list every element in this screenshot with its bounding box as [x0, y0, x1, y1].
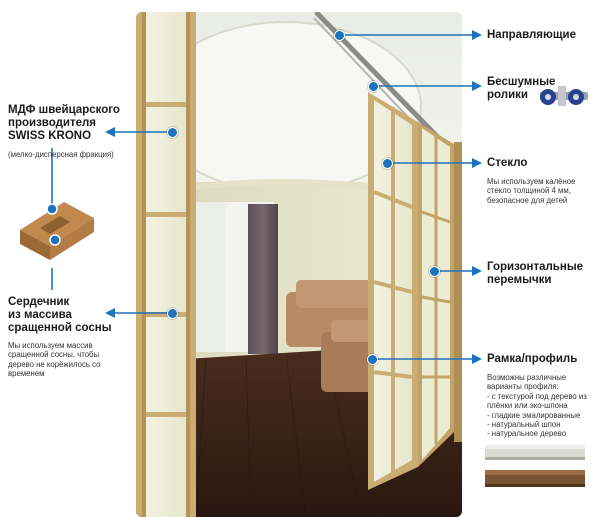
dot-napravlyayushchie — [334, 30, 345, 41]
label-core-line3: сращенной сосны — [8, 322, 112, 334]
label-roliki-line1: Бесшумные — [487, 76, 556, 88]
dot-peremychki — [429, 266, 440, 277]
label-core-line1: Сердечник — [8, 296, 70, 308]
ramka-option-2: - гладкие эмалированные — [487, 410, 581, 420]
label-steklo: Стекло — [487, 157, 528, 169]
note-core: Мы используем массив сращенной сосны, чтобы дерево не корёжилось со временем — [8, 341, 101, 379]
label-ramka: Рамка/профиль — [487, 353, 578, 365]
label-roliki-line2: ролики — [487, 89, 528, 101]
dot-ramka — [367, 354, 378, 365]
label-mdf-line3: SWISS KRONO — [8, 130, 92, 142]
profile-samples-image — [485, 443, 590, 495]
label-mdf-line1: МДФ швейцарского — [8, 104, 120, 116]
label-peremychki — [487, 261, 583, 287]
ramka-option-3: - натуральный шпон — [487, 420, 561, 430]
dot-mdf — [167, 127, 178, 138]
label-core — [8, 296, 112, 335]
note-mdf: (мелко-дисперсная фракция) — [8, 150, 114, 159]
label-peremychki-line1: Горизонтальные — [487, 261, 584, 273]
label-peremychki-line2: перемычки — [487, 274, 552, 286]
label-core-line2: из массива — [8, 309, 72, 321]
ramka-option-1: - с текстурой под дерево из плёнки или эко-шпона — [487, 391, 587, 411]
label-napravlyayushchie: Направляющие — [487, 29, 576, 41]
dot-roliki — [368, 81, 379, 92]
roller-icon — [536, 84, 594, 110]
note-steklo: Мы используем калёное стекло толщиной 4 мм, безопасное для детей — [487, 177, 576, 205]
label-mdf-line2: производителя — [8, 117, 96, 129]
ramka-intro: Возможны различные варианты профиля: — [487, 373, 567, 392]
wood-profile-image — [12, 188, 100, 268]
dot-core — [167, 308, 178, 319]
dot-steklo — [382, 158, 393, 169]
label-mdf — [8, 104, 120, 143]
note-ramka — [487, 373, 597, 439]
ramka-option-4: - натуральное дерево — [487, 429, 567, 439]
